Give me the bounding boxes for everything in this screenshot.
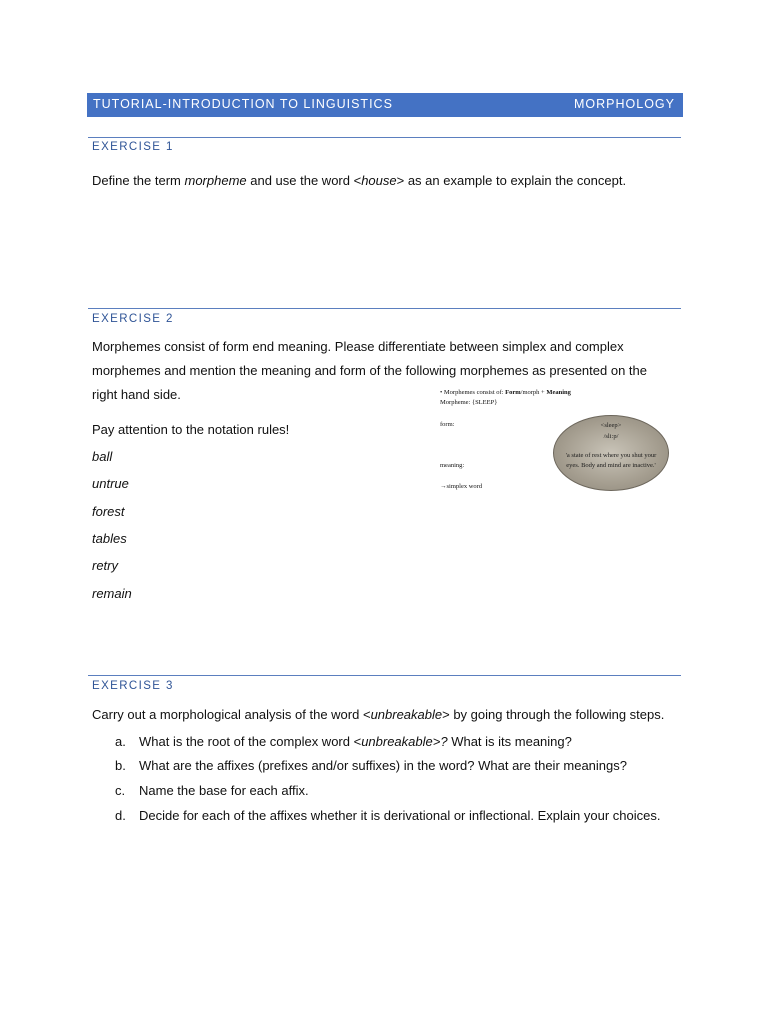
list-marker: b. — [115, 758, 126, 773]
section-divider — [88, 675, 681, 676]
morpheme-word: forest — [92, 504, 125, 519]
notation-reminder: Pay attention to the notation rules! — [92, 422, 290, 437]
header-topic: MORPHOLOGY — [574, 97, 675, 111]
slide-line-2: Morpheme: {SLEEP} — [440, 399, 498, 406]
morpheme-word: remain — [92, 586, 132, 601]
morpheme-word: tables — [92, 531, 127, 546]
list-item: Name the base for each affix. — [139, 783, 309, 798]
sleep-illustration-oval — [553, 415, 669, 491]
exercise-1-prompt: Define the term morpheme and use the word <house> as an example to explain the concept. — [92, 173, 627, 188]
oval-sleep: <sleep> — [600, 422, 622, 429]
list-marker: c. — [115, 783, 126, 798]
oval-definition-1: 'a state of rest where you shut your — [565, 452, 657, 459]
oval-definition-2: eyes. Body and mind are inactive.' — [566, 462, 656, 469]
list-item: What are the affixes (prefixes and/or suffixes) in the word? What are their meanings? — [139, 758, 627, 773]
list-marker: d. — [115, 808, 126, 823]
slide-line-1: • Morphemes consist of: Form/morph + Meaning — [440, 389, 571, 396]
oval-phonetic: /sli:p/ — [603, 433, 619, 440]
document-header — [87, 93, 683, 117]
list-item: What is the root of the complex word <unbreakable>? What is its meaning? — [139, 734, 572, 749]
morpheme-word: retry — [92, 558, 118, 573]
morpheme-slide-image — [437, 384, 670, 494]
slide-simplex-label: →simplex word — [440, 483, 483, 490]
exercise-3-heading: EXERCISE 3 — [92, 680, 174, 692]
morpheme-word: ball — [92, 449, 113, 464]
list-item: Decide for each of the affixes whether it is derivational or inflectional. Explain your choices. — [139, 808, 661, 823]
section-divider — [88, 308, 681, 309]
exercise-3-intro: Carry out a morphological analysis of the word <unbreakable> by going through the following steps. — [92, 707, 665, 722]
list-marker: a. — [115, 734, 126, 749]
slide-form-label: form: — [440, 421, 455, 428]
exercise-2-line-1: Morphemes consist of form end meaning. Please differentiate between simplex and complex — [92, 339, 624, 354]
header-title: TUTORIAL-INTRODUCTION TO LINGUISTICS — [93, 97, 393, 111]
section-divider — [88, 137, 681, 138]
slide-meaning-label: meaning: — [440, 462, 465, 469]
morpheme-word: untrue — [92, 476, 129, 491]
exercise-2-line-2: morphemes and mention the meaning and form of the following morphemes as presented on the — [92, 363, 647, 378]
exercise-2-line-3: right hand side. — [92, 387, 181, 402]
exercise-1-heading: EXERCISE 1 — [92, 141, 174, 153]
exercise-2-heading: EXERCISE 2 — [92, 313, 174, 325]
